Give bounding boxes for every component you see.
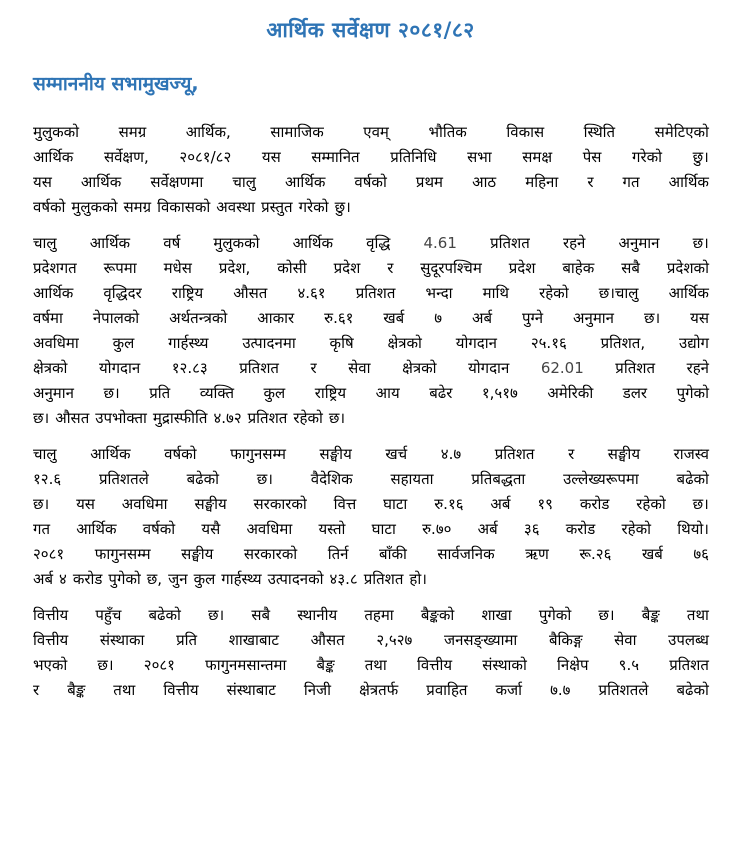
word: चालु [33, 445, 57, 463]
word: ४ [59, 570, 67, 588]
word: ४.७२ [213, 409, 242, 427]
word: भौतिक [428, 123, 467, 141]
word: आर्थिक [76, 520, 117, 538]
text-line [33, 195, 709, 220]
word: निजी [303, 681, 332, 699]
word: तिर्न [327, 545, 349, 563]
text-line [33, 467, 709, 492]
word: अर्ब [490, 495, 511, 513]
word: यस [76, 495, 95, 513]
word: बढेर [429, 384, 453, 402]
word: पुगेको [538, 606, 572, 624]
word: २५.१६ [530, 334, 567, 352]
word: उल्लेख्यरूपमा [563, 470, 639, 488]
word: बैङ्क [316, 656, 335, 674]
paragraph [33, 603, 709, 703]
text-line [33, 406, 709, 431]
word: स्थिति [583, 123, 616, 141]
word: छ। [692, 495, 709, 513]
word: हो। [409, 570, 427, 588]
word: 62.01 [540, 359, 584, 377]
word: आर्थिक [90, 445, 131, 463]
text-line [33, 231, 709, 256]
word: गत [33, 520, 50, 538]
text-line [33, 567, 709, 592]
word: वित्तीय [33, 606, 69, 624]
word: बढेको [148, 606, 181, 624]
word: सभा [467, 148, 492, 166]
word: प्रतिशतले [598, 681, 649, 699]
word: शाखा [481, 606, 512, 624]
word: ७६ [693, 545, 709, 563]
word: प्रतिशत [490, 234, 530, 252]
word: सामाजिक [270, 123, 324, 141]
word: प्रतिशत [494, 445, 535, 463]
word: सबै [251, 606, 271, 624]
word: प्रतिशत [247, 409, 288, 427]
word: बाहेक [562, 259, 595, 277]
word: औसत [310, 631, 345, 649]
word: प्रदेशको [666, 259, 709, 277]
word: १९ [537, 495, 553, 513]
word: सरकारको [253, 495, 307, 513]
word: अवधिमा [246, 520, 293, 538]
word: संस्थाबाट [226, 681, 276, 699]
word: ३६ [523, 520, 540, 538]
word: रू.२६ [579, 545, 612, 563]
word: तथा [364, 656, 387, 674]
word: ७.७ [550, 681, 571, 699]
word: राष्ट्रिय [171, 284, 204, 302]
body-text [33, 120, 709, 714]
word: समग्र [118, 123, 147, 141]
word: खर्च [385, 445, 408, 463]
word: सहायता [390, 470, 434, 488]
salutation: सम्माननीय सभामुखज्यू, [33, 73, 199, 95]
word: रहेको [293, 409, 323, 427]
word: प्रदेश, [218, 259, 251, 277]
word: २०८१ [143, 656, 175, 674]
word: बैकिङ्ग [548, 631, 583, 649]
word: मधेस [163, 259, 192, 277]
word: छ। [103, 384, 120, 402]
word: रहेको [539, 284, 569, 302]
word: यस्तो [318, 520, 346, 538]
word: छ। [256, 470, 273, 488]
word: छ। [643, 309, 661, 327]
word: र [587, 173, 594, 191]
word: करोड [72, 570, 103, 588]
word: उपभोक्ता [95, 409, 147, 427]
word: भएको [33, 656, 68, 674]
word: महिना [525, 173, 559, 191]
word: वर्षमा [33, 309, 63, 327]
word: वित्तीय [163, 681, 199, 699]
word: प्रतिशत [239, 359, 279, 377]
text-line [33, 331, 709, 356]
word: नेपालको [92, 309, 140, 327]
word: रु.१६ [434, 495, 464, 513]
word: प्रथम [415, 173, 444, 191]
word: प्रतिशत [615, 359, 656, 377]
word: ७ [434, 309, 443, 327]
word: समग्र [123, 198, 152, 216]
text-line [33, 603, 709, 628]
word: अमेरिकी [547, 384, 594, 402]
word: उत्पादनमा [242, 334, 296, 352]
word: छ।चालु [598, 284, 639, 302]
word: वृद्धि [366, 234, 391, 252]
word: प्रदेशगत [33, 259, 77, 277]
word: वर्ष [163, 234, 181, 252]
word: सङ्घीय [607, 445, 641, 463]
word: र [33, 681, 40, 699]
word: पुगेको [676, 384, 709, 402]
text-line [33, 170, 709, 195]
word: निक्षेप [557, 656, 589, 674]
word: यस [261, 148, 281, 166]
word: समक्ष [522, 148, 553, 166]
word: अनुमान [618, 234, 660, 252]
word: गत [622, 173, 640, 191]
word: १२.८३ [171, 359, 208, 377]
word: योगदान [455, 334, 497, 352]
word: तथा [686, 606, 709, 624]
word: औसत [233, 284, 268, 302]
word: पहुँच [95, 606, 122, 624]
word: यसै [201, 520, 221, 538]
word: र [387, 259, 394, 277]
paragraph [33, 231, 709, 431]
text-line [33, 356, 709, 381]
word: राष्ट्रिय [314, 384, 347, 402]
word: फागुनसम्म [94, 545, 151, 563]
word: पुगेको [108, 570, 141, 588]
word: क्षेत्रतर्फ [359, 681, 399, 699]
word: आर्थिक [668, 284, 709, 302]
word: रहेको [621, 520, 652, 538]
word: छ। [33, 495, 50, 513]
word: वित्तीय [33, 631, 69, 649]
word: मुलुकको [71, 198, 118, 216]
word: प्रतिनिधि [390, 148, 437, 166]
word: मुद्रास्फीति [152, 409, 208, 427]
word: सबै [621, 259, 640, 277]
word: मुलुकको [213, 234, 260, 252]
word: आर्थिक [33, 284, 74, 302]
word: खर्ब [641, 545, 663, 563]
word: ४.७ [440, 445, 462, 463]
word: प्रवाहित [426, 681, 468, 699]
word: एवम् [363, 123, 389, 141]
word: पेस [582, 148, 602, 166]
word: रहेको [636, 495, 666, 513]
word: कृषि [329, 334, 354, 352]
word: गार्हस्थ्य [168, 334, 209, 352]
word: १,५१७ [481, 384, 518, 402]
word: पुग्ने [522, 309, 544, 327]
word: राजस्व [673, 445, 709, 463]
text-line [33, 256, 709, 281]
word: छु। [334, 198, 351, 216]
word: सङ्घीय [181, 545, 214, 563]
word: व्यक्ति [199, 384, 235, 402]
word: आठ [472, 173, 497, 191]
word: जनसङ्ख्यामा [443, 631, 518, 649]
word: आर्थिक [292, 234, 333, 252]
word: आर्थिक [668, 173, 709, 191]
word: २,५२७ [376, 631, 413, 649]
word: छ। [328, 409, 346, 427]
word: खर्ब [383, 309, 405, 327]
word: छ। [692, 234, 709, 252]
word: प्रतिबद्धता [471, 470, 526, 488]
paragraph [33, 120, 709, 220]
text-line [33, 306, 709, 331]
word: मुलुकको [33, 123, 80, 141]
word: प्रतिशत [355, 284, 396, 302]
text-line [33, 653, 709, 678]
word: ४.६१ [297, 284, 326, 302]
word: उत्पादनको [267, 570, 324, 588]
word: गरेको [632, 148, 663, 166]
word: २०८१ [33, 545, 65, 563]
word: आर्थिक [285, 173, 326, 191]
word: प्रतिशतले [98, 470, 149, 488]
word: सङ्घीय [194, 495, 227, 513]
word: अनुमान [573, 309, 614, 327]
word: शाखाबाट [228, 631, 279, 649]
word: थियो। [677, 520, 709, 538]
word: बढेको [676, 681, 709, 699]
word: छ। [97, 656, 114, 674]
word: अवस्था [216, 198, 256, 216]
word: क्षेत्रको [33, 359, 68, 377]
word: र [568, 445, 575, 463]
word: अनुमान [33, 384, 74, 402]
word: घाटा [371, 520, 396, 538]
word: आर्थिक, [185, 123, 231, 141]
word: बैङ्क [67, 681, 86, 699]
word: यस [690, 309, 709, 327]
word: क्षेत्रको [387, 334, 422, 352]
text-line [33, 120, 709, 145]
word: फागुनसम्म [230, 445, 286, 463]
word: सर्वेक्षणमा [150, 173, 204, 191]
word: वर्षको [164, 445, 197, 463]
word: क्षेत्रको [402, 359, 437, 377]
text-line [33, 678, 709, 703]
word: सुदूरपश्चिम [420, 259, 482, 277]
word: छ, [146, 570, 163, 588]
word: बैङ्कको [420, 606, 455, 624]
word: अर्ब [33, 570, 54, 588]
word: योगदान [468, 359, 510, 377]
word: गरेको [298, 198, 329, 216]
word: वर्षको [354, 173, 387, 191]
word: प्रतिशत [363, 570, 404, 588]
text-line [33, 281, 709, 306]
word: वर्षको [142, 520, 176, 538]
word: बैङ्क [641, 606, 660, 624]
word: जुन [168, 570, 188, 588]
word: करोड [565, 520, 596, 538]
document-title: आर्थिक सर्वेक्षण २०८१/८२ [266, 18, 475, 42]
word: सेवा [348, 359, 371, 377]
word: प्रस्तुत [261, 198, 293, 216]
word: प्रतिशत, [600, 334, 646, 352]
word: रहने [686, 359, 709, 377]
word: उपलब्ध [668, 631, 709, 649]
word: स्थानीय [297, 606, 338, 624]
word: अवधिमा [121, 495, 168, 513]
word: करोड [579, 495, 610, 513]
word: रु.७० [422, 520, 452, 538]
text-line [33, 442, 709, 467]
word: 4.61 [423, 234, 457, 252]
word: रहने [562, 234, 586, 252]
word: डलर [622, 384, 648, 402]
word: सर्वेक्षण, [103, 148, 149, 166]
text-line [33, 628, 709, 653]
word: योगदान [98, 359, 141, 377]
word: सङ्घीय [319, 445, 352, 463]
word: भन्दा [425, 284, 453, 302]
word: र [310, 359, 317, 377]
word: अर्ब [477, 520, 498, 538]
word: वृद्धिदर [103, 284, 142, 302]
word: बाँकी [379, 545, 407, 563]
word: विकास [506, 123, 545, 141]
word: ४३.८ [329, 570, 358, 588]
word: १२.६ [33, 470, 62, 488]
text-line [33, 381, 709, 406]
word: औसत [55, 409, 90, 427]
word: कुल [193, 570, 216, 588]
word: प्रतिशत [669, 656, 709, 674]
word: छ। [208, 606, 225, 624]
word: प्रति [176, 631, 198, 649]
word: आय [375, 384, 400, 402]
text-line [33, 492, 709, 517]
word: माथि [482, 284, 509, 302]
word: अर्थतन्त्रको [169, 309, 228, 327]
word: घाटा [383, 495, 408, 513]
word: अवधिमा [33, 334, 79, 352]
word: २०८१/८२ [179, 148, 232, 166]
word: वैदेशिक [310, 470, 353, 488]
word: यस [33, 173, 52, 191]
word: ९.५ [618, 656, 640, 674]
word: फागुनमसान्तमा [205, 656, 287, 674]
word: अर्ब [472, 309, 493, 327]
text-line [33, 542, 709, 567]
word: आकार [257, 309, 295, 327]
word: सरकारको [243, 545, 298, 563]
text-line [33, 517, 709, 542]
word: बढेको [676, 470, 709, 488]
word: सम्मानित [311, 148, 360, 166]
word: तथा [113, 681, 136, 699]
word: सेवा [614, 631, 637, 649]
text-line [33, 145, 709, 170]
word: प्रदेश [333, 259, 361, 277]
word: संस्थाको [482, 656, 527, 674]
word: तहमा [364, 606, 394, 624]
word: आर्थिक [89, 234, 131, 252]
word: चालु [232, 173, 256, 191]
word: विकासको [157, 198, 211, 216]
word: कर्जा [495, 681, 523, 699]
word: रूपमा [103, 259, 137, 277]
word: कोसी [277, 259, 307, 277]
word: गार्हस्थ्य [221, 570, 262, 588]
word: ऋण [525, 545, 549, 563]
word: आर्थिक [33, 148, 74, 166]
paragraph [33, 442, 709, 592]
word: कुल [112, 334, 135, 352]
word: प्रति [149, 384, 171, 402]
word: वित्त [333, 495, 357, 513]
word: चालु [33, 234, 57, 252]
word: वित्तीय [416, 656, 453, 674]
word: वर्षको [33, 198, 66, 216]
word: संस्थाका [99, 631, 145, 649]
word: छ। [33, 409, 50, 427]
word: आर्थिक [80, 173, 122, 191]
word: उद्योग [678, 334, 709, 352]
word: रु.६१ [324, 309, 354, 327]
word: छ। [598, 606, 615, 624]
word: छु। [692, 148, 709, 166]
word: कुल [263, 384, 286, 402]
word: सार्वजनिक [437, 545, 495, 563]
word: बढेको [186, 470, 220, 488]
word: प्रदेश [508, 259, 536, 277]
word: समेटिएको [654, 123, 709, 141]
